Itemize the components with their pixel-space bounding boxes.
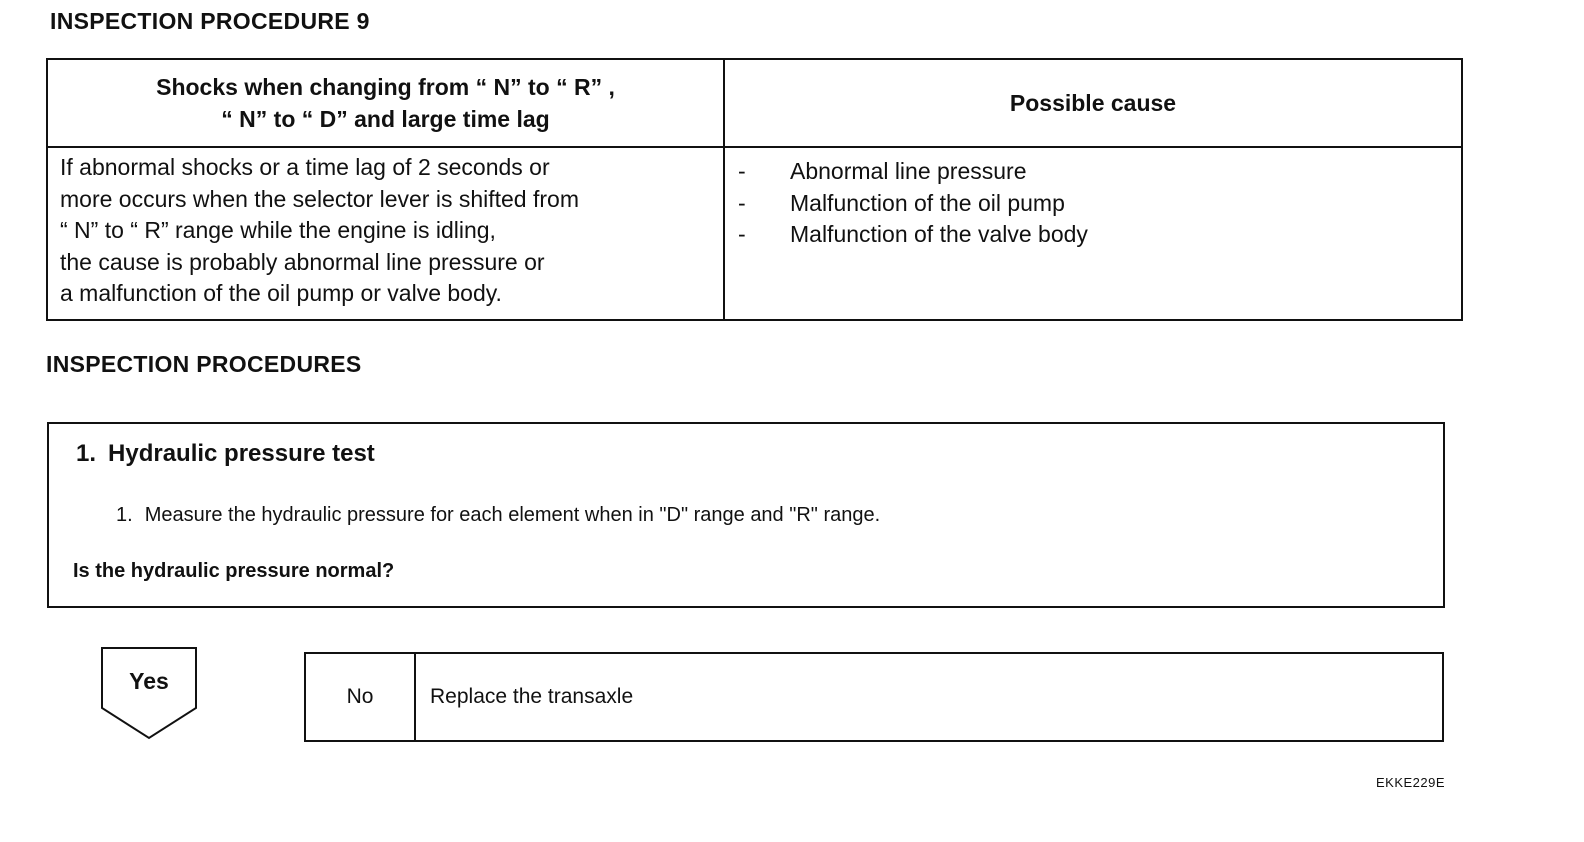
sub-step: [116, 504, 880, 527]
symptom-table: [46, 58, 1463, 321]
step-title: Hydraulic pressure test: [108, 440, 375, 467]
symptom-header: [48, 60, 723, 146]
procedure-question: Is the hydraulic pressure normal?: [73, 560, 395, 582]
no-label: No: [346, 685, 374, 708]
procedure-box: [47, 422, 1445, 608]
bullet-dash: -: [738, 221, 746, 247]
no-box-divider: [414, 654, 416, 740]
yes-label: Yes: [129, 668, 169, 694]
section-title: INSPECTION PROCEDURES: [46, 351, 362, 377]
document-code: EKKE229E: [1376, 775, 1446, 790]
description-line: the cause is probably abnormal line pressure or: [60, 248, 545, 275]
cause-text: Abnormal line pressure: [790, 158, 1027, 184]
bullet-dash: -: [738, 189, 746, 216]
description-line: “ N” to “ R” range while the engine is idling,: [60, 217, 496, 243]
step-heading: [76, 440, 375, 468]
table-header-divider: [48, 146, 1461, 148]
possible-cause-list: [738, 156, 1088, 251]
sub-step-number: 1.: [116, 504, 133, 526]
sub-step-text: Measure the hydraulic pressure for each element when in "D" range and "R" range.: [144, 504, 881, 526]
symptom-description: [60, 152, 720, 310]
description-line: If abnormal shocks or a time lag of 2 seconds or: [60, 154, 550, 180]
page-title: INSPECTION PROCEDURE 9: [50, 8, 370, 34]
no-branch-box: [304, 652, 1444, 742]
bullet-dash: -: [738, 158, 746, 184]
symptom-header-line-2: “ N” to “ D” and large time lag: [221, 106, 550, 132]
description-line: more occurs when the selector lever is shifted from: [60, 185, 579, 212]
cause-text: Malfunction of the valve body: [790, 221, 1088, 247]
step-number: 1.: [76, 440, 97, 467]
symptom-header-line-1: Shocks when changing from “ N” to “ R” ,: [156, 74, 615, 100]
cause-item: [738, 188, 1088, 220]
possible-cause-header: Possible cause: [1009, 89, 1177, 116]
cause-item: [738, 156, 1088, 188]
cause-text: Malfunction of the oil pump: [790, 189, 1065, 216]
description-line: a malfunction of the oil pump or valve body.: [60, 280, 502, 306]
no-action-text: Replace the transaxle: [430, 685, 634, 708]
cause-item: [738, 219, 1088, 251]
